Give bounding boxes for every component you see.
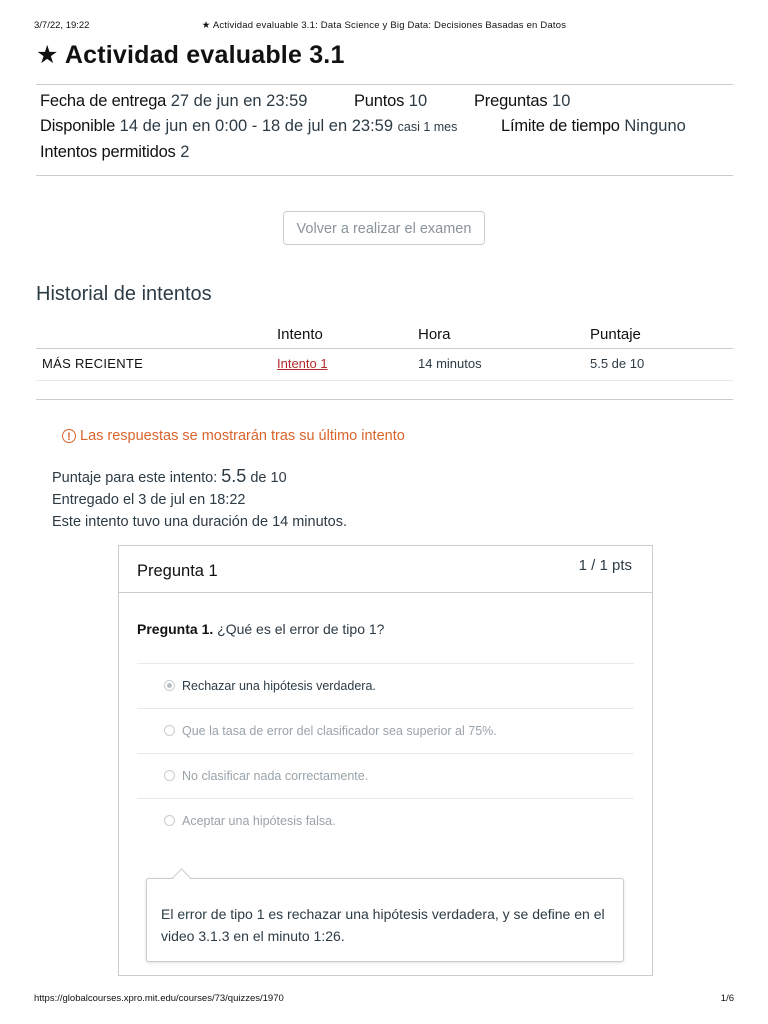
score-line [52,465,347,489]
print-url: https://globalcourses.xpro.mit.edu/courses/73/quizzes/1970 [34,993,284,1004]
question-header [119,546,652,593]
header-score: Puntaje [590,326,641,343]
question-prompt [137,621,384,637]
question-points: 1 / 1 pts [578,557,632,574]
history-title: Historial de intentos [36,283,212,305]
answer-label: No clasificar nada correctamente. [182,769,369,783]
attempt-link[interactable]: Intento 1 [277,356,328,371]
question-prompt-number: Pregunta 1. [137,621,214,637]
time-limit-value: Ninguno [624,117,686,135]
questions-count [474,92,570,111]
question-card [118,545,653,976]
attempts-value: 2 [180,143,190,161]
answer-option[interactable] [137,798,634,842]
radio-button[interactable] [164,815,175,826]
due-label: Fecha de entrega [40,92,167,110]
print-datetime: 3/7/22, 19:22 [34,20,90,31]
time-limit-label: Límite de tiempo [501,117,620,135]
divider [36,84,733,85]
divider [36,175,733,176]
answers-notice [62,428,405,444]
duration-line: Este intento tuvo una duración de 14 minutos. [52,514,348,530]
print-header [0,20,768,32]
availability [40,117,457,136]
available-note: casi 1 mes [397,120,458,134]
table-divider [36,348,733,349]
submitted-line: Entregado el 3 de jul en 18:22 [52,492,246,508]
radio-button-selected[interactable] [164,680,175,691]
row-score: 5.5 de 10 [590,356,645,371]
points [354,92,427,111]
alert-circle-icon: ! [62,429,76,443]
print-title: ★ Actividad evaluable 3.1: Data Science y Big Data: Decisiones Basadas en Datos [201,20,567,31]
points-value: 10 [408,92,428,110]
answer-label: Que la tasa de error del clasificador sea superior al 75%. [182,724,497,738]
page-title: ★ Actividad evaluable 3.1 [36,41,345,69]
answer-feedback [146,878,624,962]
retake-quiz-button[interactable]: Volver a realizar el examen [283,211,485,245]
header-attempt: Intento [277,326,323,343]
attempt-summary [52,465,347,533]
row-time: 14 minutos [418,356,482,371]
answer-label: Aceptar una hipótesis falsa. [182,814,336,828]
feedback-text: El error de tipo 1 es rechazar una hipótesis verdadera, y se define en el video 3.1.3 en el minuto 1:26. [161,906,605,944]
time-limit [501,117,686,136]
attempts-label: Intentos permitidos [40,143,176,161]
divider [36,399,733,400]
questions-value: 10 [552,92,571,110]
row-label: MÁS RECIENTE [42,356,144,371]
answer-option[interactable] [137,663,634,707]
header-time: Hora [418,326,451,343]
print-page-number: 1/6 [720,993,734,1004]
available-value: 14 de jun en 0:00 - 18 de jul en 23:59 [119,117,394,135]
available-label: Disponible [40,117,116,135]
attempts-allowed [40,143,189,162]
due-date [40,92,307,111]
answer-option[interactable] [137,708,634,752]
question-prompt-text: ¿Qué es el error de tipo 1? [217,621,385,637]
score-label: Puntaje para este intento: [52,470,218,486]
question-title: Pregunta 1 [137,562,218,580]
score-value: 5.5 [221,466,247,486]
print-footer [0,993,768,1005]
row-attempt-cell [277,356,328,371]
radio-button[interactable] [164,770,175,781]
due-value: 27 de jun en 23:59 [170,92,308,110]
answer-option[interactable] [137,753,634,797]
notice-text: Las respuestas se mostrarán tras su último intento [80,428,405,444]
answer-label: Rechazar una hipótesis verdadera. [182,679,376,693]
points-label: Puntos [354,92,405,110]
questions-label: Preguntas [474,92,548,110]
radio-button[interactable] [164,725,175,736]
score-total: de 10 [250,470,287,486]
table-divider [36,380,733,381]
